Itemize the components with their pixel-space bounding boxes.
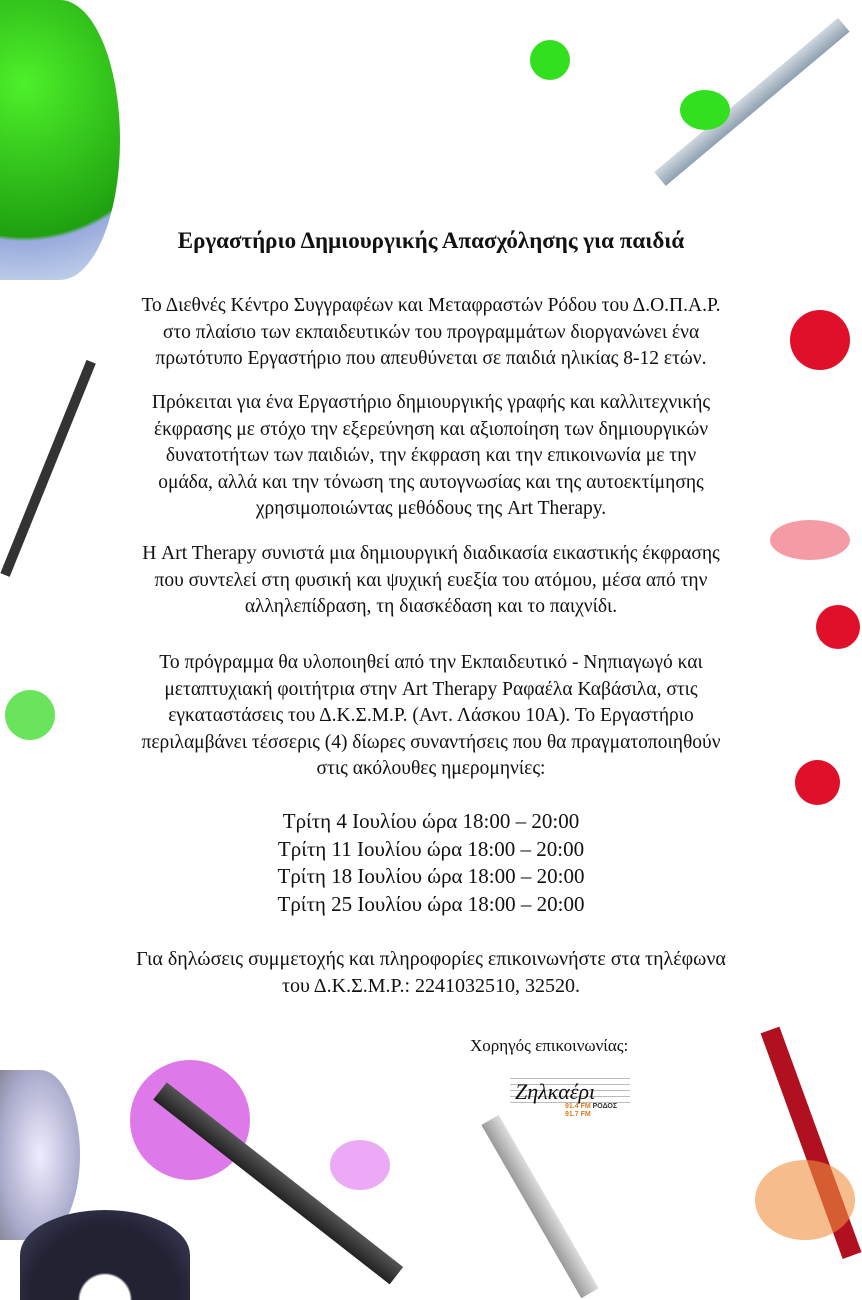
- schedule-item: Τρίτη 4 Ιουλίου ώρα 18:00 – 20:00: [282, 809, 580, 833]
- text-line: εγκαταστάσεις του Δ.Κ.Σ.Μ.Ρ. (Αντ. Λάσκου 10Α). Το Εργαστήριο: [168, 705, 694, 726]
- text-line: Για δηλώσεις συμμετοχής και πληροφορίες επικοινωνήστε στα τηλέφωνα: [136, 948, 726, 970]
- green-paint-splash: [680, 90, 730, 130]
- text-line: χρησιμοποιώντας μεθόδους της Art Therapy.: [255, 498, 607, 519]
- text-line: πρωτότυπο Εργαστήριο που απευθύνεται σε παιδιά ηλικίας 8-12 ετών.: [155, 348, 707, 369]
- frequency-1: 91.4 FM: [565, 1103, 591, 1110]
- frequency-2: 91.7 FM: [565, 1111, 591, 1118]
- sponsor-label: Χορηγός επικοινωνίας:: [470, 1036, 629, 1055]
- text-line: έκφρασης με στόχο την εξερεύνηση και αξιοποίηση των δημιουργικών: [153, 418, 709, 440]
- craft-knife: [481, 1115, 598, 1298]
- text-line: στις ακόλουθες ημερομηνίες:: [316, 758, 546, 779]
- text-line: αλληλεπίδραση, τη διασκέδαση και το παιχνίδι.: [244, 596, 618, 617]
- city: ΡΟΔΟΣ: [592, 1103, 618, 1110]
- schedule-item: Τρίτη 18 Ιουλίου ώρα 18:00 – 20:00: [277, 864, 585, 888]
- text-line: που συντελεί στη φυσική και ψυχική ευεξία του ατόμου, μέσα από την: [154, 569, 708, 591]
- contact-paragraph: [50, 946, 812, 999]
- text-line: περιλαμβάνει τέσσερις (4) δίωρες συναντήσεις που θα πραγματοποιηθούν: [141, 731, 721, 753]
- pink-paint-splash: [330, 1140, 390, 1190]
- tape-roll: [20, 1210, 190, 1300]
- description-paragraph: [50, 390, 812, 523]
- text-line: ομάδα, αλλά και την τόνωση της αυτογνωσίας και της αυτοεκτίμησης: [158, 471, 704, 493]
- schedule-item: Τρίτη 11 Ιουλίου ώρα 18:00 – 20:00: [277, 836, 585, 861]
- text-line: στο πλαίσιο των εκπαιδευτικών του προγραμμάτων διοργανώνει ένα: [162, 321, 700, 343]
- red-paint-blob: [816, 605, 860, 649]
- text-line: Το Διεθνές Κέντρο Συγγραφέων και Μεταφραστών Ρόδου του Δ.Ο.Π.Α.Ρ.: [141, 295, 721, 316]
- text-line: Η Art Therapy συνιστά μια δημιουργική διαδικασία εικαστικής έκφρασης: [142, 543, 720, 564]
- sponsor-logo-text: Ζηλκαέρι: [515, 1079, 596, 1104]
- text-line: μεταπτυχιακή φοιτήτρια στην Art Therapy Ραφαέλα Καβάσιλα, στις: [164, 678, 698, 700]
- page-title: Εργαστήριο Δημιουργικής Απασχόλησης για παιδιά: [177, 228, 685, 253]
- text-line: δυνατοτήτων των παιδιών, την έκφραση και την επικοινωνία με την: [165, 445, 697, 466]
- text-line: Το πρόγραμμα θα υλοποιηθεί από την Εκπαιδευτικό - Νηπιαγωγό και: [159, 652, 703, 673]
- text-line: Πρόκειται για ένα Εργαστήριο δημιουργικής γραφής και καλλιτεχνικής: [151, 392, 711, 413]
- program-paragraph: [50, 650, 812, 783]
- intro-paragraph: [50, 293, 812, 373]
- green-paint-splash: [5, 690, 55, 740]
- text-line: του Δ.Κ.Σ.Μ.Ρ.: 2241032510, 32520.: [281, 974, 581, 997]
- green-paint-splash: [530, 40, 570, 80]
- art-therapy-paragraph: [50, 541, 812, 621]
- sponsor-logo: [505, 1065, 635, 1120]
- orange-paint-splash: [755, 1160, 855, 1240]
- schedule-list: [0, 808, 862, 918]
- schedule-item: Τρίτη 25 Ιουλίου ώρα 18:00 – 20:00: [277, 891, 585, 916]
